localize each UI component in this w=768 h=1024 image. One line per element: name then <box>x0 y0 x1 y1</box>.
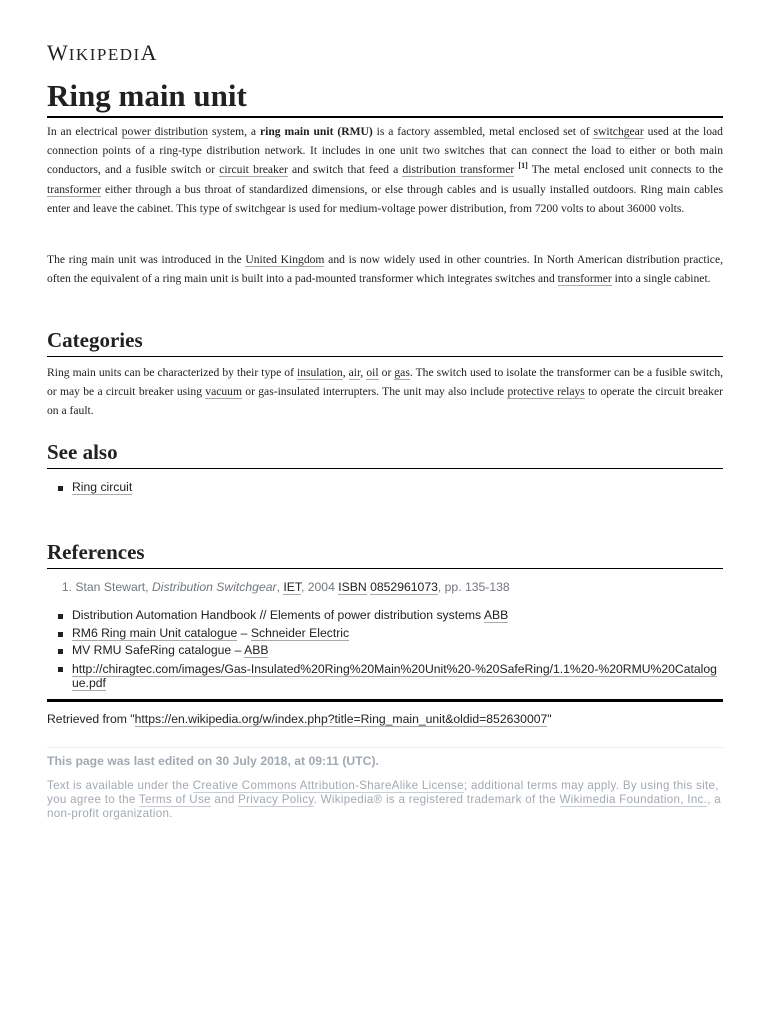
heading-categories: Categories <box>47 327 723 357</box>
link-rm6-catalogue[interactable]: RM6 Ring main Unit catalogue <box>72 625 238 640</box>
categories-paragraph: Ring main units can be characterized by their type of insulation, air, oil or gas. The switch used to isolate the transformer can be a fusible switch, or may be a circuit breaker using vacuum or gas-insulated interrupters. The unit may also include protective relays to operate the circuit breaker on a fault. <box>47 366 724 418</box>
link-air[interactable]: air <box>348 366 361 379</box>
page-title: Ring main unit <box>47 78 723 118</box>
link-isbn[interactable]: ISBN <box>338 580 367 594</box>
wikipedia-wordmark[interactable] <box>47 40 158 66</box>
link-isbn-number[interactable]: 0852961073 <box>370 580 438 594</box>
content-divider <box>47 699 723 702</box>
reference-1: 1. Stan Stewart, Distribution Switchgear, IET, 2004 ISBN 0852961073, pp. 135-138 <box>47 579 723 596</box>
list-item: MV RMU SafeRing catalogue – ABB <box>47 642 723 660</box>
link-wikimedia-foundation[interactable]: Wikimedia Foundation, Inc. <box>559 793 708 806</box>
reference-number: 1. <box>61 580 72 594</box>
link-cc-license[interactable]: Creative Commons Attribution-ShareAlike License <box>192 779 464 792</box>
wordmark-smallcaps: IKIPEDI <box>68 45 141 64</box>
link-distribution-transformer[interactable]: distribution transformer <box>402 163 515 177</box>
link-oil[interactable]: oil <box>366 366 379 379</box>
see-also-list <box>47 479 723 497</box>
link-insulation[interactable]: insulation <box>296 366 343 379</box>
footer-divider <box>47 747 723 748</box>
link-united-kingdom[interactable]: United Kingdom <box>245 253 325 266</box>
list-item <box>47 479 723 497</box>
link-gas[interactable]: gas <box>394 366 410 379</box>
history-paragraph: The ring main unit was introduced in the United Kingdom and is now widely used in other countries. In North American distribution practice, often the equivalent of a ring main unit is built into a pad-mounted transformer which integrates switches and transformer into a single cabinet. <box>47 253 723 286</box>
link-transformer-2[interactable]: transformer <box>557 272 612 286</box>
link-abb-2[interactable]: ABB <box>244 643 269 657</box>
citation-1[interactable]: [1] <box>518 161 528 171</box>
intro-paragraph: In an electrical power distribution system, a ring main unit (RMU) is a factory assembled, metal enclosed set of switchgear used at the load connection points of a ring-type distribution network. It includes in one unit two switches that can connect the load to either or both main conductors, and a fusible switch or circuit breaker and switch that feed a distribution transformer [1] The metal enclosed unit connects to the transformer either through a bus throat of standardized dimensions, or else through cables and is usually installed outdoors. Ring main cables enter and leave the cabinet. This type of switchgear is used for medium-voltage power distribution, from 7200 volts to about 36000 volts. <box>47 125 723 215</box>
link-protective-relays[interactable]: protective relays <box>507 385 585 399</box>
link-retrieved-url[interactable]: https://en.wikipedia.org/w/index.php?title=Ring_main_unit&oldid=852630007 <box>134 712 548 726</box>
references-list <box>47 607 723 690</box>
link-vacuum[interactable]: vacuum <box>205 385 242 399</box>
list-item <box>47 660 723 690</box>
link-circuit-breaker[interactable]: circuit breaker <box>219 163 288 177</box>
heading-see-also: See also <box>47 439 723 469</box>
heading-references: References <box>47 539 723 569</box>
license-text: Text is available under the Creative Commons Attribution-ShareAlike License; additional terms may apply. By using this site, you agree to the Terms of Use and Privacy Policy. Wikipedia® is a registered trademark of the Wikimedia Foundation, Inc., a non-profit organization. <box>47 779 721 820</box>
link-abb[interactable]: ABB <box>483 608 509 622</box>
link-schneider-electric[interactable]: Schneider Electric <box>250 625 350 640</box>
link-terms-of-use[interactable]: Terms of Use <box>138 793 211 806</box>
link-chiragtec-catalogue[interactable]: http://chiragtec.com/images/Gas-Insulated%20Ring%20Main%20Unit%20-%20SafeRing/1.1%20-%20RMU%20Catalogue.pdf <box>72 661 717 690</box>
link-switchgear[interactable]: switchgear <box>593 125 644 138</box>
link-ring-circuit[interactable]: Ring circuit <box>72 480 133 494</box>
wordmark-initial: W <box>47 40 69 65</box>
link-transformer[interactable]: transformer <box>47 182 102 196</box>
term-ring-main-unit: ring main unit (RMU) <box>259 125 373 138</box>
link-iet[interactable]: IET <box>283 580 301 594</box>
list-item: RM6 Ring main Unit catalogue – Schneider Electric <box>47 625 723 643</box>
last-edited: This page was last edited on 30 July 2018, at 09:11 (UTC). <box>47 754 379 768</box>
retrieved-from: Retrieved from "https://en.wikipedia.org/w/index.php?title=Ring_main_unit&oldid=852630007" <box>47 712 552 726</box>
link-power-distribution[interactable]: power distribution <box>121 125 209 138</box>
wordmark-final: A <box>140 40 158 65</box>
list-item: Distribution Automation Handbook // Elements of power distribution systems ABB <box>47 607 723 625</box>
link-privacy-policy[interactable]: Privacy Policy <box>238 793 314 806</box>
